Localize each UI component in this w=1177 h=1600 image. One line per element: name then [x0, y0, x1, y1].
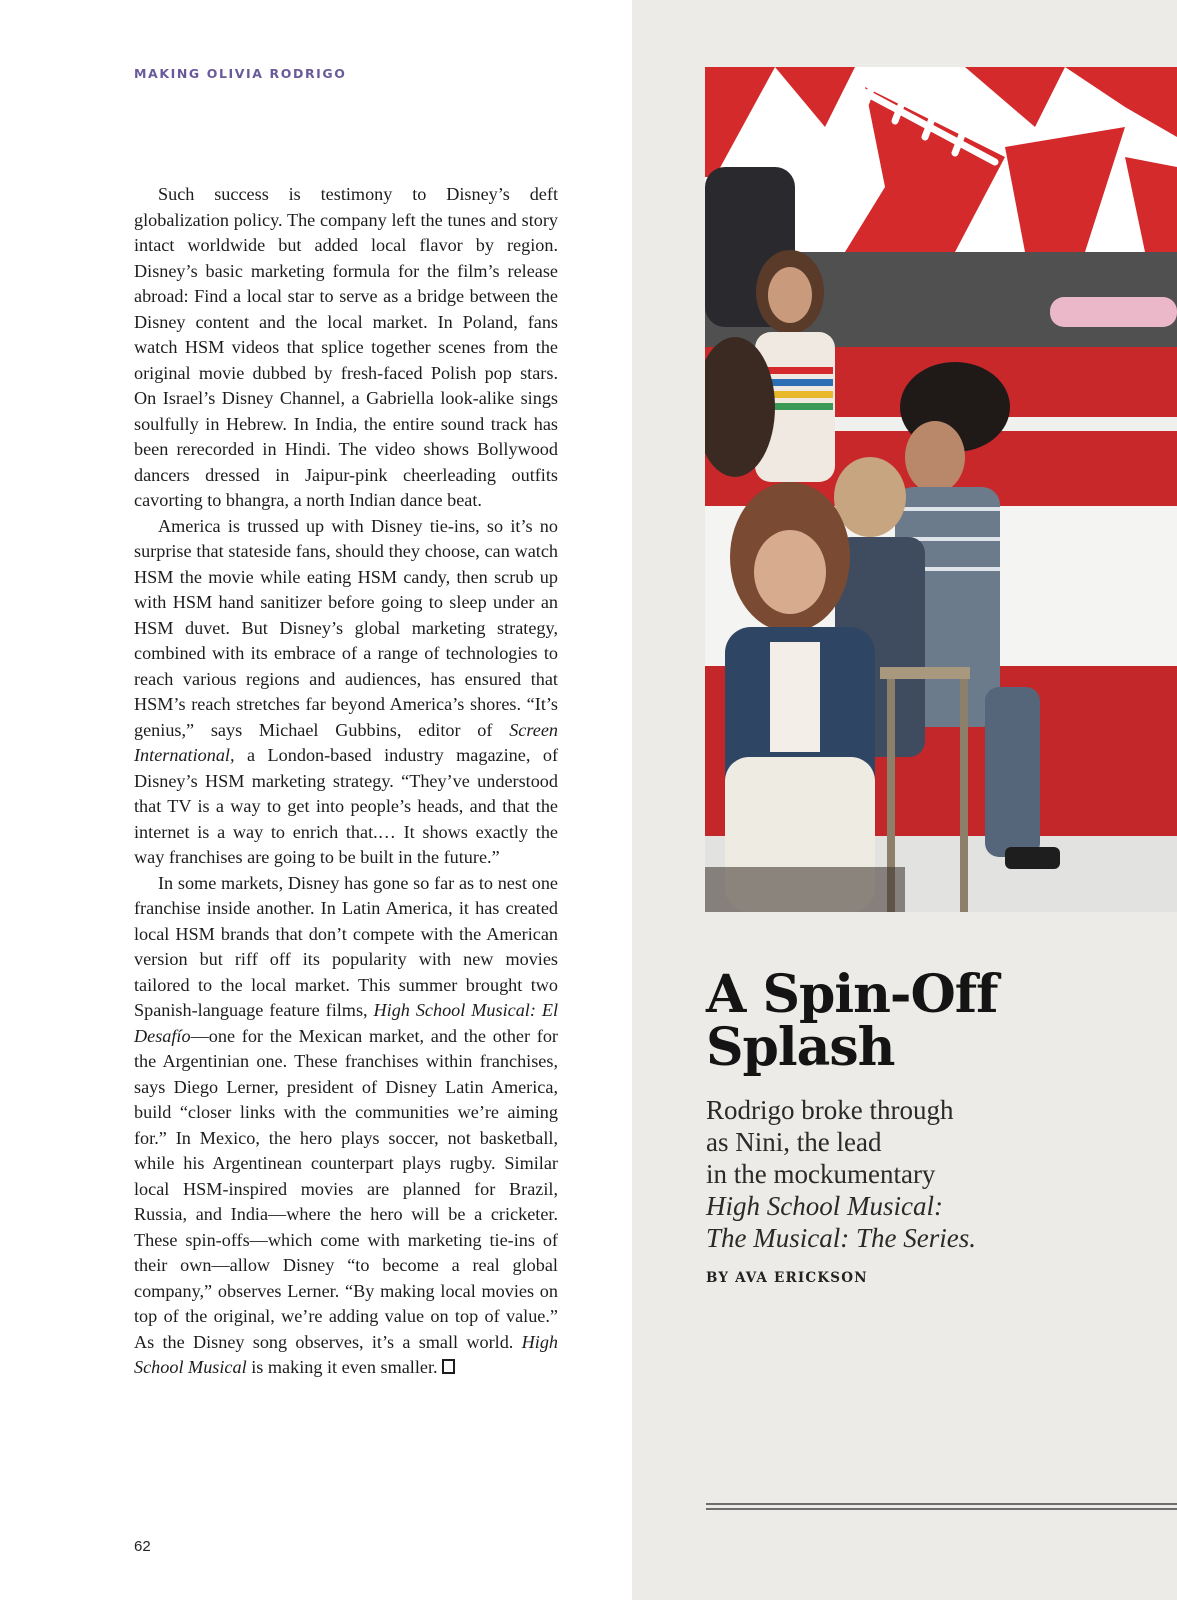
- dek: [706, 1094, 1126, 1254]
- dek-line: as Nini, the lead: [706, 1127, 882, 1157]
- dek-line-italic: High School Musical:: [706, 1191, 943, 1221]
- byline: BY AVA ERICKSON: [706, 1270, 868, 1286]
- film-title: High School Musical: [134, 1331, 558, 1377]
- paragraph-text: In some markets, Disney has gone so far as to nest one franchise inside another. In Latin America, it has created local HSM brands that don’t compete with the American version but riff off its popularity with new movies tailored to the local market. This summer brought two Spanish-language feature films,: [134, 872, 558, 1020]
- article-paragraph: [134, 514, 558, 871]
- paragraph-text: a London-based industry magazine, of Disney’s HSM marketing strategy. “They’ve understood that TV is a way to get into people’s heads, and that the internet is a way to enrich that.… It shows exactly the way franchises are going to be built in the future.”: [134, 745, 558, 867]
- page-number: 62: [134, 1538, 151, 1555]
- publication-title: Screen International,: [134, 719, 558, 765]
- paragraph-text: is making it even smaller.: [246, 1357, 438, 1377]
- double-rule: [706, 1503, 1177, 1510]
- dek-line-italic: The Musical: The Series.: [706, 1223, 976, 1253]
- end-mark-icon: [442, 1359, 455, 1374]
- article-body: [134, 182, 558, 1381]
- photo-illustration: [705, 67, 1177, 912]
- headline: [706, 964, 1146, 1078]
- article-paragraph: [134, 871, 558, 1381]
- feature-photo: [705, 67, 1177, 912]
- paragraph-text: Such success is testimony to Disney’s deft globalization policy. The company left the tunes and story intact worldwide but added local flavor by region. Disney’s basic marketing formula for the film’s release abroad: Find a local star to serve as a bridge between the Disney content and the local market. In Poland, fans watch HSM videos that splice together scenes from the original movie dubbed by fresh-faced Polish pop stars. On Israel’s Disney Channel, a Gabriella look-alike sings soulfully in Hebrew. In India, the entire sound track has been rerecorded in Hindi. The video shows Bollywood dancers dressed in Jaipur-pink cheerleading outfits cavorting to bhangra, a north Indian dance beat.: [134, 184, 558, 510]
- paragraph-text: —one for the Mexican market, and the other for the Argentinian one. These franchises within franchises, says Diego Lerner, president of Disney Latin America, build “closer links with the communities we’re aiming for.” In Mexico, the hero plays soccer, not basketball, while his Argentinean counterpart plays rugby. Similar local HSM-inspired movies are planned for Brazil, Russia, and India—where the hero will be a cricketer. These spin-offs—which come with marketing tie-ins of their own—allow Disney “to become a real global company,” observes Lerner. “By making local movies on top of the original, we’re adding value on top of value.” As the Disney song observes, it’s a small world.: [134, 1025, 558, 1352]
- headline-line: A Spin-Off: [706, 964, 998, 1025]
- article-paragraph: [134, 182, 558, 514]
- dek-line: in the mockumentary: [706, 1159, 936, 1189]
- headline-line: Splash: [706, 1017, 895, 1078]
- paragraph-text: America is trussed up with Disney tie-ins, so it’s no surprise that stateside fans, should they choose, can watch HSM the movie while eating HSM candy, then scrub up with HSM hand sanitizer before going to sleep under an HSM duvet. But Disney’s global marketing strategy, combined with its embrace of a range of technologies to reach various regions and audiences, has ensured that HSM’s reach stretches far beyond America’s shores. “It’s genius,” says Michael Gubbins, editor of: [134, 515, 558, 740]
- section-label: MAKING OLIVIA RODRIGO: [134, 66, 347, 81]
- dek-line: Rodrigo broke through: [706, 1095, 954, 1125]
- film-title: High School Musical: El Desafío: [134, 1000, 558, 1046]
